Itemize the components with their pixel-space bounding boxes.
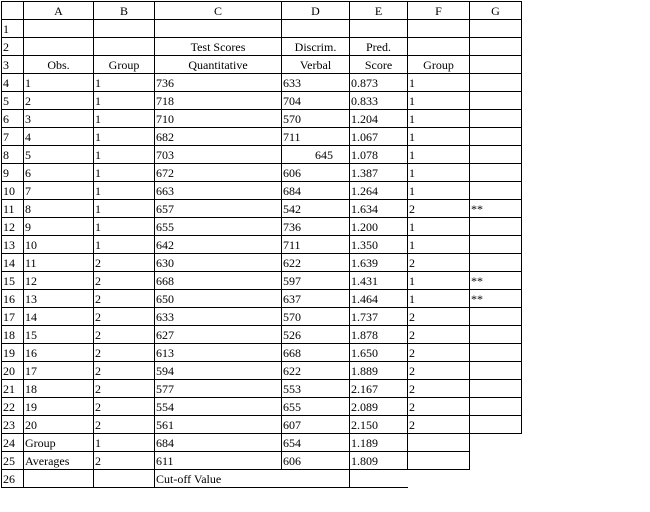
cell-verbal[interactable]: 736 bbox=[282, 218, 350, 236]
cell-quantitative[interactable]: 682 bbox=[155, 128, 282, 146]
row-header[interactable]: 9 bbox=[2, 164, 24, 182]
cell-pred-group[interactable]: 1 bbox=[408, 146, 470, 164]
cell-flag[interactable]: ** bbox=[470, 272, 522, 290]
header-pred-group[interactable]: Group bbox=[408, 56, 470, 74]
cell-pred-group[interactable]: 1 bbox=[408, 236, 470, 254]
cell-g3[interactable] bbox=[470, 56, 522, 74]
cell-obs[interactable]: 6 bbox=[24, 164, 94, 182]
cell-score[interactable]: 1.639 bbox=[350, 254, 408, 272]
column-header-row bbox=[2, 2, 522, 20]
cell-verbal[interactable]: 637 bbox=[282, 290, 350, 308]
cell-pred-group[interactable]: 1 bbox=[408, 74, 470, 92]
cell-f2[interactable] bbox=[408, 38, 470, 56]
header-group[interactable]: Group bbox=[94, 56, 155, 74]
column-header-a[interactable]: A bbox=[24, 2, 94, 20]
row-header[interactable]: 13 bbox=[2, 236, 24, 254]
cell-group[interactable]: 1 bbox=[94, 74, 155, 92]
averages-row bbox=[2, 434, 522, 452]
cell-a26[interactable] bbox=[24, 470, 94, 488]
cell-verbal[interactable]: 542 bbox=[282, 200, 350, 218]
cell-score[interactable]: 1.878 bbox=[350, 326, 408, 344]
cell[interactable] bbox=[470, 20, 522, 38]
cell-obs[interactable]: 1 bbox=[24, 74, 94, 92]
cell-flag[interactable] bbox=[470, 326, 522, 344]
header-test-scores[interactable]: Test Scores bbox=[155, 38, 282, 56]
cell-group[interactable]: 2 bbox=[94, 362, 155, 380]
cell-flag[interactable] bbox=[470, 128, 522, 146]
cell[interactable] bbox=[408, 20, 470, 38]
cell-obs[interactable]: 15 bbox=[24, 326, 94, 344]
cell-avg-quantitative[interactable]: 684 bbox=[155, 434, 282, 452]
cell-verbal[interactable]: 684 bbox=[282, 182, 350, 200]
cell-flag[interactable] bbox=[470, 92, 522, 110]
table-row bbox=[2, 236, 522, 254]
cell-quantitative[interactable]: 655 bbox=[155, 218, 282, 236]
row-header[interactable]: 17 bbox=[2, 308, 24, 326]
cell-quantitative[interactable]: 554 bbox=[155, 398, 282, 416]
cell-verbal[interactable]: 633 bbox=[282, 74, 350, 92]
cell-avg-score[interactable]: 1.189 bbox=[350, 434, 408, 452]
cell-quantitative[interactable]: 663 bbox=[155, 182, 282, 200]
cell[interactable] bbox=[470, 452, 522, 470]
cell-group[interactable]: 1 bbox=[94, 200, 155, 218]
cell-quantitative[interactable]: 657 bbox=[155, 200, 282, 218]
row-header[interactable]: 6 bbox=[2, 110, 24, 128]
cell-flag[interactable] bbox=[470, 308, 522, 326]
cell-flag[interactable] bbox=[470, 74, 522, 92]
sheet-row bbox=[2, 20, 522, 38]
cell-g2[interactable] bbox=[470, 38, 522, 56]
header-score[interactable]: Score bbox=[350, 56, 408, 74]
row-header[interactable]: 21 bbox=[2, 380, 24, 398]
cell[interactable] bbox=[94, 20, 155, 38]
cell-group[interactable]: 1 bbox=[94, 146, 155, 164]
column-header-f[interactable]: F bbox=[408, 2, 470, 20]
cell-flag[interactable] bbox=[470, 146, 522, 164]
header-obs[interactable]: Obs. bbox=[24, 56, 94, 74]
column-header-e[interactable]: E bbox=[350, 2, 408, 20]
cell-quantitative[interactable]: 577 bbox=[155, 380, 282, 398]
cell[interactable] bbox=[470, 470, 522, 488]
cell-verbal[interactable]: 655 bbox=[282, 398, 350, 416]
cell-obs[interactable]: 11 bbox=[24, 254, 94, 272]
cell-score[interactable]: 1.387 bbox=[350, 164, 408, 182]
cell-score[interactable]: 2.167 bbox=[350, 380, 408, 398]
cell-verbal[interactable]: 570 bbox=[282, 110, 350, 128]
cell-score[interactable]: 1.204 bbox=[350, 110, 408, 128]
table-row bbox=[2, 416, 522, 434]
cell-group[interactable]: 1 bbox=[94, 92, 155, 110]
cell-pred-group[interactable]: 1 bbox=[408, 92, 470, 110]
row-header[interactable]: 1 bbox=[2, 20, 24, 38]
cell-avg-verbal[interactable]: 654 bbox=[282, 434, 350, 452]
cell-score[interactable]: 2.089 bbox=[350, 398, 408, 416]
cell-pred-group[interactable]: 1 bbox=[408, 218, 470, 236]
cell-pred-group[interactable]: 2 bbox=[408, 416, 470, 434]
cell-score[interactable]: 1.350 bbox=[350, 236, 408, 254]
row-header[interactable]: 24 bbox=[2, 434, 24, 452]
row-header[interactable]: 19 bbox=[2, 344, 24, 362]
table-row bbox=[2, 164, 522, 182]
table-row bbox=[2, 110, 522, 128]
cell-quantitative[interactable]: 736 bbox=[155, 74, 282, 92]
cell-pred-group[interactable]: 2 bbox=[408, 362, 470, 380]
cell-obs[interactable]: 10 bbox=[24, 236, 94, 254]
cell[interactable] bbox=[408, 470, 470, 488]
table-row bbox=[2, 200, 522, 218]
cell-pred-group[interactable]: 1 bbox=[408, 272, 470, 290]
cell-pred-group[interactable]: 2 bbox=[408, 344, 470, 362]
cell-group[interactable]: 2 bbox=[94, 344, 155, 362]
cell-flag[interactable] bbox=[470, 110, 522, 128]
cell-pred-group[interactable]: 2 bbox=[408, 326, 470, 344]
cell-quantitative[interactable]: 594 bbox=[155, 362, 282, 380]
cell-group[interactable]: 1 bbox=[94, 236, 155, 254]
cell-flag[interactable] bbox=[470, 254, 522, 272]
cell-pred-group[interactable]: 2 bbox=[408, 380, 470, 398]
cell-score[interactable]: 1.067 bbox=[350, 128, 408, 146]
cell-score[interactable]: 1.431 bbox=[350, 272, 408, 290]
cell-avg-group[interactable]: 2 bbox=[94, 452, 155, 470]
cell-obs[interactable]: 8 bbox=[24, 200, 94, 218]
cell-group[interactable]: 1 bbox=[94, 182, 155, 200]
table-row bbox=[2, 254, 522, 272]
cell-obs[interactable]: 9 bbox=[24, 218, 94, 236]
cell-group[interactable]: 1 bbox=[94, 128, 155, 146]
cell-avg-group[interactable]: 1 bbox=[94, 434, 155, 452]
cell-group[interactable]: 2 bbox=[94, 380, 155, 398]
cell-verbal[interactable]: 597 bbox=[282, 272, 350, 290]
row-header[interactable]: 20 bbox=[2, 362, 24, 380]
cell-avg-quantitative[interactable]: 611 bbox=[155, 452, 282, 470]
cell-verbal[interactable]: 607 bbox=[282, 416, 350, 434]
cell-flag[interactable] bbox=[470, 218, 522, 236]
cell-pred-group[interactable]: 2 bbox=[408, 308, 470, 326]
cell-score[interactable]: 1.737 bbox=[350, 308, 408, 326]
column-header-c[interactable]: C bbox=[155, 2, 282, 20]
cell-flag[interactable] bbox=[470, 236, 522, 254]
row-header[interactable]: 22 bbox=[2, 398, 24, 416]
cell-group[interactable]: 2 bbox=[94, 416, 155, 434]
cell-obs[interactable]: 14 bbox=[24, 308, 94, 326]
cell-verbal[interactable]: 553 bbox=[282, 380, 350, 398]
table-row bbox=[2, 290, 522, 308]
cell-group[interactable]: 2 bbox=[94, 308, 155, 326]
cell-flag[interactable] bbox=[470, 416, 522, 434]
cell-avg-label[interactable]: Group bbox=[24, 434, 94, 452]
cell-pred-group[interactable]: 1 bbox=[408, 182, 470, 200]
table-row bbox=[2, 146, 522, 164]
table-row bbox=[2, 308, 522, 326]
header-verbal[interactable]: Verbal bbox=[282, 56, 350, 74]
cell-group[interactable]: 2 bbox=[94, 254, 155, 272]
cell-group[interactable]: 1 bbox=[94, 164, 155, 182]
cell-pred-group[interactable]: 2 bbox=[408, 200, 470, 218]
cell-obs[interactable]: 3 bbox=[24, 110, 94, 128]
cell[interactable] bbox=[408, 434, 470, 452]
cell-obs[interactable]: 19 bbox=[24, 398, 94, 416]
table-row bbox=[2, 272, 522, 290]
cell[interactable] bbox=[470, 434, 522, 452]
cell[interactable] bbox=[155, 20, 282, 38]
cell-quantitative[interactable]: 710 bbox=[155, 110, 282, 128]
cell-obs[interactable]: 17 bbox=[24, 362, 94, 380]
cell[interactable] bbox=[350, 20, 408, 38]
cell-verbal[interactable]: 668 bbox=[282, 344, 350, 362]
cell-obs[interactable]: 5 bbox=[24, 146, 94, 164]
cell-pred-group[interactable]: 2 bbox=[408, 254, 470, 272]
cell[interactable] bbox=[282, 20, 350, 38]
sheet-row bbox=[2, 56, 522, 74]
cell-verbal[interactable]: 622 bbox=[282, 254, 350, 272]
cell-group[interactable]: 2 bbox=[94, 326, 155, 344]
cell-score[interactable]: 0.873 bbox=[350, 74, 408, 92]
cell-obs[interactable]: 18 bbox=[24, 380, 94, 398]
cell-avg-label[interactable]: Averages bbox=[24, 452, 94, 470]
header-quantitative[interactable]: Quantitative bbox=[155, 56, 282, 74]
cell-flag[interactable]: ** bbox=[470, 200, 522, 218]
cell-verbal[interactable]: 622 bbox=[282, 362, 350, 380]
column-header-d[interactable]: D bbox=[282, 2, 350, 20]
row-header[interactable]: 2 bbox=[2, 38, 24, 56]
cell-quantitative[interactable]: 642 bbox=[155, 236, 282, 254]
table-row bbox=[2, 380, 522, 398]
row-header[interactable]: 14 bbox=[2, 254, 24, 272]
cell-pred-group[interactable]: 2 bbox=[408, 398, 470, 416]
row-header[interactable]: 10 bbox=[2, 182, 24, 200]
cell-score[interactable]: 1.634 bbox=[350, 200, 408, 218]
averages-row bbox=[2, 452, 522, 470]
cell-quantitative[interactable]: 630 bbox=[155, 254, 282, 272]
row-header[interactable]: 5 bbox=[2, 92, 24, 110]
cell-obs[interactable]: 12 bbox=[24, 272, 94, 290]
cell-verbal[interactable]: 526 bbox=[282, 326, 350, 344]
cell-verbal[interactable]: 711 bbox=[282, 128, 350, 146]
cell-verbal[interactable]: 570 bbox=[282, 308, 350, 326]
cell-score[interactable]: 1.078 bbox=[350, 146, 408, 164]
cell-e26[interactable] bbox=[350, 470, 408, 488]
cell-verbal[interactable]: 645 bbox=[282, 146, 350, 164]
cell-pred-group[interactable]: 1 bbox=[408, 164, 470, 182]
cell-b26[interactable] bbox=[94, 470, 155, 488]
cell-quantitative[interactable]: 627 bbox=[155, 326, 282, 344]
cutoff-row bbox=[2, 470, 522, 488]
table-row bbox=[2, 128, 522, 146]
cell-b2[interactable] bbox=[94, 38, 155, 56]
table-row bbox=[2, 362, 522, 380]
column-header-g[interactable]: G bbox=[470, 2, 522, 20]
cell-pred-group[interactable]: 1 bbox=[408, 290, 470, 308]
cell-avg-verbal[interactable]: 606 bbox=[282, 452, 350, 470]
cell-quantitative[interactable]: 561 bbox=[155, 416, 282, 434]
cell-quantitative[interactable]: 672 bbox=[155, 164, 282, 182]
table-row bbox=[2, 398, 522, 416]
cell[interactable] bbox=[24, 20, 94, 38]
cutoff-label[interactable]: Cut-off Value bbox=[155, 470, 350, 488]
cell-score[interactable]: 0.833 bbox=[350, 92, 408, 110]
cell-obs[interactable]: 7 bbox=[24, 182, 94, 200]
row-header[interactable]: 8 bbox=[2, 146, 24, 164]
table-row bbox=[2, 92, 522, 110]
cell-score[interactable]: 1.889 bbox=[350, 362, 408, 380]
sheet-row bbox=[2, 38, 522, 56]
spreadsheet-grid bbox=[1, 1, 522, 488]
cell-obs[interactable]: 16 bbox=[24, 344, 94, 362]
cell-score[interactable]: 2.150 bbox=[350, 416, 408, 434]
row-header[interactable]: 16 bbox=[2, 290, 24, 308]
row-header[interactable]: 7 bbox=[2, 128, 24, 146]
row-header[interactable]: 23 bbox=[2, 416, 24, 434]
cell-flag[interactable]: ** bbox=[470, 290, 522, 308]
cell-obs[interactable]: 4 bbox=[24, 128, 94, 146]
cell-group[interactable]: 1 bbox=[94, 110, 155, 128]
row-header[interactable]: 11 bbox=[2, 200, 24, 218]
row-header[interactable]: 15 bbox=[2, 272, 24, 290]
table-row bbox=[2, 74, 522, 92]
row-header[interactable]: 25 bbox=[2, 452, 24, 470]
cell-flag[interactable] bbox=[470, 362, 522, 380]
cell-quantitative[interactable]: 613 bbox=[155, 344, 282, 362]
table-row bbox=[2, 218, 522, 236]
cell-flag[interactable] bbox=[470, 398, 522, 416]
row-header[interactable]: 4 bbox=[2, 74, 24, 92]
header-pred[interactable]: Pred. bbox=[350, 38, 408, 56]
cell-flag[interactable] bbox=[470, 182, 522, 200]
cell-score[interactable]: 1.264 bbox=[350, 182, 408, 200]
row-header[interactable]: 3 bbox=[2, 56, 24, 74]
cell-flag[interactable] bbox=[470, 380, 522, 398]
cell-pred-group[interactable]: 1 bbox=[408, 110, 470, 128]
cell-verbal[interactable]: 606 bbox=[282, 164, 350, 182]
row-header[interactable]: 12 bbox=[2, 218, 24, 236]
row-header[interactable]: 18 bbox=[2, 326, 24, 344]
cell-verbal[interactable]: 704 bbox=[282, 92, 350, 110]
cell[interactable] bbox=[408, 452, 470, 470]
cell-pred-group[interactable]: 1 bbox=[408, 128, 470, 146]
cell-group[interactable]: 2 bbox=[94, 272, 155, 290]
cell-obs[interactable]: 2 bbox=[24, 92, 94, 110]
cell-group[interactable]: 2 bbox=[94, 290, 155, 308]
cell-quantitative[interactable]: 633 bbox=[155, 308, 282, 326]
cell-flag[interactable] bbox=[470, 344, 522, 362]
column-header-b[interactable]: B bbox=[94, 2, 155, 20]
cell-a2[interactable] bbox=[24, 38, 94, 56]
cell-obs[interactable]: 20 bbox=[24, 416, 94, 434]
table-row bbox=[2, 182, 522, 200]
cell-verbal[interactable]: 711 bbox=[282, 236, 350, 254]
cell-quantitative[interactable]: 703 bbox=[155, 146, 282, 164]
cell-quantitative[interactable]: 650 bbox=[155, 290, 282, 308]
cell-obs[interactable]: 13 bbox=[24, 290, 94, 308]
cell-group[interactable]: 2 bbox=[94, 398, 155, 416]
row-header[interactable]: 26 bbox=[2, 470, 24, 488]
cell-quantitative[interactable]: 668 bbox=[155, 272, 282, 290]
header-discrim[interactable]: Discrim. bbox=[282, 38, 350, 56]
table-row bbox=[2, 326, 522, 344]
cell-flag[interactable] bbox=[470, 164, 522, 182]
cell-score[interactable]: 1.650 bbox=[350, 344, 408, 362]
cell-avg-score[interactable]: 1.809 bbox=[350, 452, 408, 470]
table-row bbox=[2, 344, 522, 362]
cell-quantitative[interactable]: 718 bbox=[155, 92, 282, 110]
cell-score[interactable]: 1.464 bbox=[350, 290, 408, 308]
cell-score[interactable]: 1.200 bbox=[350, 218, 408, 236]
select-all-corner[interactable] bbox=[2, 2, 24, 20]
cell-group[interactable]: 1 bbox=[94, 218, 155, 236]
